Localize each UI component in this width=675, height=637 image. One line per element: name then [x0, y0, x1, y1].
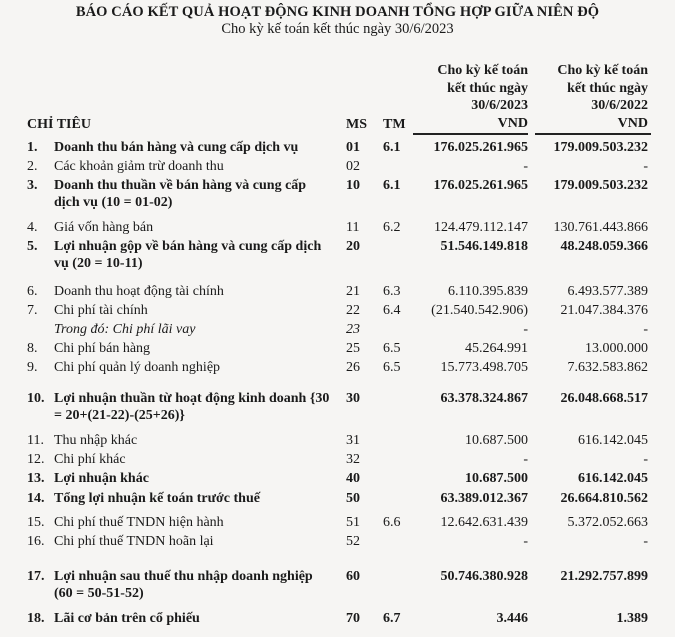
value-2022: 179.009.503.232 [553, 178, 648, 193]
row-label: Chi phí bán hàng [54, 341, 151, 356]
report-title: BÁO CÁO KẾT QUẢ HOẠT ĐỘNG KINH DOANH TỔNG HỢP GIỮA NIÊN ĐỘ [75, 4, 600, 20]
row-number: 6. [27, 284, 38, 299]
row-tm-note: 6.3 [383, 284, 401, 299]
value-2022: 130.761.443.866 [553, 220, 648, 235]
row-label: Lãi cơ bản trên cổ phiếu [54, 611, 200, 626]
col-2023-line-1: Cho kỳ kế toán [437, 63, 528, 78]
value-2023: 12.642.631.439 [440, 515, 528, 530]
column-header-2022 [540, 62, 648, 132]
row-ms-code: 25 [346, 341, 360, 356]
column-header-2023 [410, 62, 528, 132]
row-tm-note: 6.1 [383, 140, 401, 155]
value-2022: 21.292.757.899 [560, 569, 648, 584]
row-number: 1. [27, 140, 38, 155]
col-2022-line-4: VND [617, 115, 648, 131]
row-ms-code: 50 [346, 491, 360, 506]
col-2023-line-4: VND [497, 115, 528, 131]
row-label: Lợi nhuận khác [54, 471, 149, 486]
row-tm-note: 6.5 [383, 341, 401, 356]
value-2023: (21.540.542.906) [431, 303, 528, 318]
row-label: Trong đó: Chi phí lãi vay [54, 322, 196, 337]
value-2023: 6.110.395.839 [448, 284, 528, 299]
row-label: Chi phí khác [54, 452, 126, 467]
value-2023: 51.546.149.818 [440, 239, 528, 254]
row-number: 16. [27, 534, 45, 549]
row-ms-code: 10 [346, 178, 360, 193]
row-number: 7. [27, 303, 38, 318]
row-ms-code: 70 [346, 611, 360, 626]
row-number: 9. [27, 360, 38, 375]
row-ms-code: 40 [346, 471, 360, 486]
value-2022: - [643, 452, 648, 467]
col-2023-line-3: 30/6/2023 [471, 98, 528, 113]
row-ms-code: 01 [346, 140, 360, 155]
col-2022-line-3: 30/6/2022 [591, 98, 648, 113]
value-2022: 1.389 [616, 611, 648, 626]
row-label: Doanh thu hoạt động tài chính [54, 284, 224, 299]
row-tm-note: 6.2 [383, 220, 401, 235]
row-label: Lợi nhuận sau thuế thu nhập doanh nghiệp (60 = 50-51-52) [54, 569, 313, 601]
row-number: 12. [27, 452, 45, 467]
row-label: Lợi nhuận gộp về bán hàng và cung cấp dịch vụ (20 = 10-11) [54, 239, 322, 271]
row-ms-code: 23 [346, 322, 360, 337]
row-ms-code: 60 [346, 569, 360, 584]
row-label: Lợi nhuận thuần từ hoạt động kinh doanh {30 = 20+(21-22)-(25+26)} [54, 391, 330, 423]
value-2023: 63.389.012.367 [440, 491, 528, 506]
value-2022: 7.632.583.862 [567, 360, 648, 375]
value-2022: 6.493.577.389 [567, 284, 648, 299]
row-ms-code: 31 [346, 433, 360, 448]
value-2022: 616.142.045 [578, 471, 648, 486]
col-2022-line-2: kết thúc ngày [567, 80, 648, 96]
value-2023: 176.025.261.965 [433, 178, 528, 193]
row-ms-code: 51 [346, 515, 360, 530]
row-label: Chi phí thuế TNDN hiện hành [54, 515, 224, 530]
value-2022: 13.000.000 [585, 341, 648, 356]
column-header-ms: MS [346, 117, 367, 132]
row-number: 15. [27, 515, 45, 530]
col-2022-line-1: Cho kỳ kế toán [557, 63, 648, 78]
value-2022: - [643, 534, 648, 549]
row-number: 10. [27, 391, 45, 406]
value-2023: 124.479.112.147 [434, 220, 528, 235]
row-ms-code: 20 [346, 239, 360, 254]
value-2023: - [523, 534, 528, 549]
row-tm-note: 6.4 [383, 303, 401, 318]
value-2023: 3.446 [496, 611, 528, 626]
row-label: Tổng lợi nhuận kế toán trước thuế [54, 491, 260, 506]
value-2022: 26.664.810.562 [560, 491, 648, 506]
value-2023: 10.687.500 [465, 433, 528, 448]
value-2023: 15.773.498.705 [440, 360, 528, 375]
report-subtitle: Cho kỳ kế toán kết thúc ngày 30/6/2023 [221, 21, 454, 37]
value-2023: 176.025.261.965 [433, 140, 528, 155]
row-ms-code: 30 [346, 391, 360, 406]
row-number: 2. [27, 159, 38, 174]
value-2022: 21.047.384.376 [560, 303, 648, 318]
row-number: 17. [27, 569, 45, 584]
column-header-chitieu: CHỈ TIÊU [27, 117, 91, 132]
value-2022: 616.142.045 [578, 433, 648, 448]
value-2022: - [643, 159, 648, 174]
row-number: 18. [27, 611, 45, 626]
row-label: Chi phí tài chính [54, 303, 148, 318]
row-number: 4. [27, 220, 38, 235]
column-header-tm: TM [383, 117, 406, 132]
row-ms-code: 32 [346, 452, 360, 467]
row-number: 13. [27, 471, 45, 486]
row-ms-code: 02 [346, 159, 360, 174]
row-number: 3. [27, 178, 38, 193]
value-2022: 179.009.503.232 [553, 140, 648, 155]
row-label: Doanh thu thuần về bán hàng và cung cấp dịch vụ (10 = 01-02) [54, 178, 307, 210]
header-rule-2022 [535, 133, 651, 135]
row-tm-note: 6.6 [383, 515, 401, 530]
row-label: Chi phí quản lý doanh nghiệp [54, 360, 221, 375]
row-label: Thu nhập khác [54, 433, 138, 448]
row-number: 11. [27, 433, 44, 448]
row-label: Các khoản giảm trừ doanh thu [54, 159, 224, 174]
value-2023: - [523, 452, 528, 467]
value-2023: 10.687.500 [465, 471, 528, 486]
row-label: Chi phí thuế TNDN hoãn lại [54, 534, 214, 549]
value-2023: - [523, 322, 528, 337]
col-2023-line-2: kết thúc ngày [447, 80, 528, 96]
row-tm-note: 6.5 [383, 360, 401, 375]
row-number: 8. [27, 341, 38, 356]
row-ms-code: 11 [346, 220, 360, 235]
value-2022: - [643, 322, 648, 337]
value-2022: 48.248.059.366 [560, 239, 648, 254]
row-ms-code: 22 [346, 303, 360, 318]
value-2022: 26.048.668.517 [560, 391, 648, 406]
row-ms-code: 26 [346, 360, 360, 375]
row-label: Giá vốn hàng bán [54, 220, 154, 235]
header-rule-2023 [413, 133, 528, 135]
value-2023: 50.746.380.928 [440, 569, 528, 584]
row-tm-note: 6.7 [383, 611, 401, 626]
row-label: Doanh thu bán hàng và cung cấp dịch vụ [54, 140, 299, 155]
row-ms-code: 52 [346, 534, 360, 549]
value-2023: - [523, 159, 528, 174]
value-2022: 5.372.052.663 [567, 515, 648, 530]
row-ms-code: 21 [346, 284, 360, 299]
row-number: 5. [27, 239, 38, 254]
row-number: 14. [27, 491, 45, 506]
row-tm-note: 6.1 [383, 178, 401, 193]
value-2023: 45.264.991 [465, 341, 528, 356]
value-2023: 63.378.324.867 [440, 391, 528, 406]
